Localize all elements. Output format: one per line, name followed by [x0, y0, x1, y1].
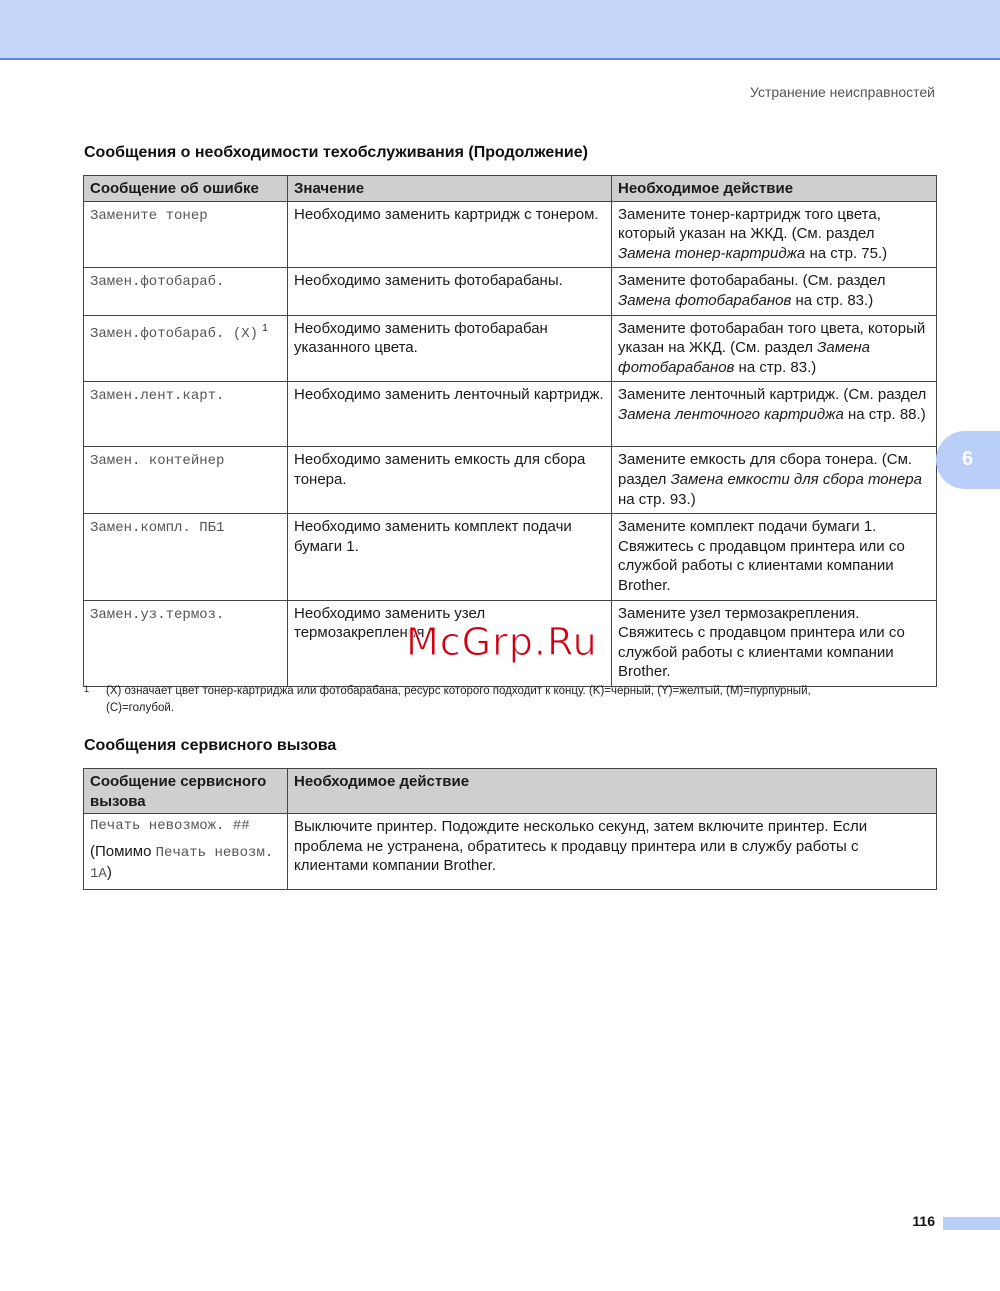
- action-text: на стр. 75.): [805, 244, 888, 262]
- table-row: [84, 315, 937, 382]
- error-message-cell: [84, 814, 288, 890]
- action-text: на стр. 83.): [791, 291, 874, 309]
- table-header-row: [84, 769, 937, 814]
- error-message: Замен. контейнер: [90, 453, 225, 470]
- meaning-cell: Необходимо заменить узел термозакрепления.: [288, 600, 612, 686]
- footnote-text: (C)=голубой.: [106, 702, 174, 714]
- meaning-cell: Необходимо заменить комплект подачи бумаги 1.: [288, 514, 612, 600]
- page-bar: [943, 1217, 1000, 1230]
- table-row: [84, 201, 937, 268]
- top-band: [0, 0, 1000, 60]
- table-row: [84, 447, 937, 514]
- action-text: на стр. 88.): [843, 405, 926, 423]
- error-message-cell: [84, 315, 288, 382]
- maintenance-table: [83, 175, 937, 687]
- column-header: Необходимое действие: [612, 176, 937, 202]
- column-header: Сообщение сервисного вызова: [84, 769, 288, 814]
- action-cell: [612, 447, 937, 514]
- meaning-cell: Необходимо заменить фотобарабан указанного цвета.: [288, 315, 612, 382]
- error-message: Замен.компл. ПБ1: [90, 520, 225, 537]
- error-message-cell: [84, 382, 288, 447]
- alt-suffix: ): [106, 864, 112, 882]
- footnote: [84, 683, 944, 717]
- section-title-service-call: Сообщения сервисного вызова: [84, 737, 337, 754]
- error-message: Замените тонер: [90, 207, 208, 224]
- error-message-cell: [84, 201, 288, 268]
- action-text: Замените ленточный картридж. (См. раздел: [618, 386, 927, 404]
- error-message-cell: [84, 514, 288, 600]
- action-text: на стр. 83.): [734, 358, 817, 376]
- error-message-cell: [84, 268, 288, 315]
- service-call-table: [83, 768, 937, 890]
- chapter-tab[interactable]: [936, 431, 1000, 489]
- table-row: [84, 514, 937, 600]
- alt-prefix: (Помимо: [90, 842, 156, 860]
- error-message: Замен.лент.карт.: [90, 388, 225, 405]
- footnote-text: (X) означает цвет тонер-картриджа или фотобарабана, ресурс которого подходит к концу. (K)=черный, (Y)=желтый, (M)=пурпурный,: [106, 685, 811, 697]
- column-header: Сообщение об ошибке: [84, 176, 288, 202]
- table-header-row: [84, 176, 937, 202]
- error-message-cell: [84, 600, 288, 686]
- section-link: Замена фотобарабанов: [618, 291, 792, 309]
- action-text: Замените фотобарабаны. (См. раздел: [618, 272, 886, 290]
- action-text: на стр. 93.): [618, 490, 696, 508]
- action-cell: Выключите принтер. Подождите несколько секунд, затем включите принтер. Если проблема не устранена, обратитесь к продавцу принтера или в службу работы с клиентами компании Brother.: [288, 814, 937, 890]
- action-cell: Замените узел термозакрепления. Свяжитесь с продавцом принтера или со службой работы с клиентами компании Brother.: [612, 600, 937, 686]
- error-message-cell: [84, 447, 288, 514]
- error-message: Печать невозм. 1A: [90, 844, 274, 883]
- footnote-ref: 1: [262, 322, 268, 334]
- running-header: Устранение неисправностей: [750, 84, 935, 100]
- section-title-maintenance: Сообщения о необходимости техобслуживания (Продолжение): [84, 144, 588, 161]
- meaning-cell: Необходимо заменить фотобарабаны.: [288, 268, 612, 315]
- table-row: [84, 268, 937, 315]
- action-text: Замените фотобарабан того цвета, который указан на ЖКД. (См. раздел: [618, 319, 926, 357]
- alt-message: [90, 842, 281, 885]
- section-link: Замена фотобарабанов: [618, 339, 870, 376]
- action-cell: [612, 201, 937, 268]
- action-text: Замените тонер-картридж того цвета, который указан на ЖКД. (См. раздел: [618, 205, 881, 243]
- action-cell: [612, 382, 937, 447]
- error-message: Замен.уз.термоз.: [90, 606, 225, 623]
- watermark: McGrp.Ru: [406, 620, 598, 664]
- section-link: Замена тонер-картриджа: [618, 244, 806, 262]
- chapter-number: 6: [962, 448, 974, 470]
- action-cell: [612, 268, 937, 315]
- section-link: Замена емкости для сбора тонера: [670, 470, 922, 488]
- error-message: Печать невозмож. ##: [90, 818, 250, 835]
- footnote-mark: 1: [84, 684, 90, 694]
- action-cell: Замените комплект подачи бумаги 1. Свяжитесь с продавцом принтера или со службой работы с клиентами компании Brother.: [612, 514, 937, 600]
- meaning-cell: Необходимо заменить емкость для сбора тонера.: [288, 447, 612, 514]
- error-message: Замен.фотобараб. (X): [90, 325, 259, 342]
- action-text: Замените емкость для сбора тонера. (См. раздел: [618, 451, 913, 488]
- action-cell: [612, 315, 937, 382]
- error-message: Замен.фотобараб.: [90, 274, 225, 291]
- table-row: [84, 382, 937, 447]
- meaning-cell: Необходимо заменить картридж с тонером.: [288, 201, 612, 268]
- section-link: Замена ленточного картриджа: [618, 405, 844, 423]
- page-number: 116: [912, 1213, 935, 1229]
- meaning-cell: Необходимо заменить ленточный картридж.: [288, 382, 612, 447]
- table-row: [84, 814, 937, 890]
- column-header: Значение: [288, 176, 612, 202]
- column-header: Необходимое действие: [288, 769, 937, 814]
